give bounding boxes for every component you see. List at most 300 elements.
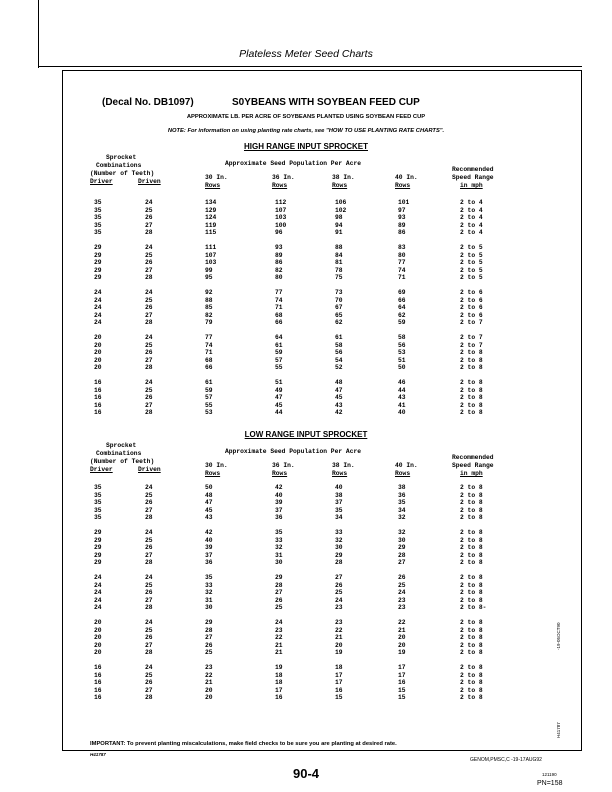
table-cell: 20	[205, 694, 213, 702]
table-cell: 20	[94, 356, 102, 364]
sprocket-header: Sprocket	[106, 154, 137, 161]
table-cell: 2 to 8	[460, 349, 483, 357]
low-range-title: LOW RANGE INPUT SPROCKET	[244, 430, 368, 439]
table-cell: 34	[398, 506, 406, 514]
table-row	[0, 642, 612, 650]
table-cell: 30	[275, 559, 283, 567]
table-cell: 71	[398, 274, 406, 282]
table-cell: 20	[335, 641, 343, 649]
table-cell: 37	[275, 506, 283, 514]
table-cell: 25	[398, 581, 406, 589]
table-cell: 2 to 8	[460, 589, 483, 597]
table-cell: 92	[205, 289, 213, 296]
table-row	[0, 619, 612, 627]
col-36-rows: Rows	[272, 182, 288, 189]
table-cell: 74	[205, 341, 213, 349]
table-cell: 66	[275, 319, 283, 327]
table-cell: 50	[398, 364, 406, 372]
table-cell: 28	[145, 514, 153, 522]
table-cell: 21	[275, 641, 283, 649]
table-cell: 2 to 8-	[460, 604, 487, 612]
table-cell: 24	[398, 589, 406, 597]
table-cell: 48	[335, 379, 343, 386]
table-cell: 2 to 8	[460, 514, 483, 522]
table-cell: 57	[275, 356, 283, 364]
table-cell: 91	[335, 229, 343, 237]
table-cell: 94	[335, 221, 343, 229]
table-cell: 21	[205, 679, 213, 687]
table-cell: 47	[275, 394, 283, 402]
table-cell: 2 to 6	[460, 289, 483, 296]
table-cell: 2 to 8	[460, 386, 483, 394]
table-cell: 35	[94, 484, 102, 491]
table-cell: 2 to 5	[460, 244, 483, 251]
figure-id: H41787	[90, 752, 106, 757]
table-cell: 38	[335, 491, 343, 499]
product-title: S0YBEANS WITH SOYBEAN FEED CUP	[232, 97, 420, 108]
table-cell: 2 to 5	[460, 259, 483, 267]
table-cell: 25	[145, 296, 153, 304]
table-cell: 2 to 4	[460, 214, 483, 222]
table-cell: 32	[398, 514, 406, 522]
table-cell: 20	[94, 626, 102, 634]
row-group	[0, 289, 612, 327]
table-cell: 28	[145, 649, 153, 657]
table-cell: 29	[205, 619, 213, 626]
table-cell: 61	[205, 379, 213, 386]
col-36-header: 36 In.	[272, 462, 295, 469]
table-cell: 42	[205, 529, 213, 536]
table-cell: 35	[94, 499, 102, 507]
table-row	[0, 304, 612, 312]
table-cell: 33	[275, 536, 283, 544]
table-cell: 28	[145, 694, 153, 702]
table-cell: 26	[145, 589, 153, 597]
table-cell: 86	[398, 229, 406, 237]
table-cell: 20	[205, 686, 213, 694]
table-cell: 22	[398, 619, 406, 626]
table-cell: 35	[335, 506, 343, 514]
table-cell: 25	[145, 251, 153, 259]
table-cell: 77	[398, 259, 406, 267]
table-row	[0, 582, 612, 590]
table-cell: 134	[205, 199, 217, 206]
table-cell: 2 to 8	[460, 409, 483, 417]
table-cell: 21	[275, 649, 283, 657]
table-cell: 61	[275, 341, 283, 349]
table-cell: 42	[335, 409, 343, 417]
table-cell: 27	[398, 559, 406, 567]
table-cell: 2 to 8	[460, 574, 483, 581]
table-row	[0, 537, 612, 545]
col-30-rows: Rows	[205, 182, 221, 189]
table-cell: 28	[145, 319, 153, 327]
table-cell: 97	[398, 206, 406, 214]
col-38-rows: Rows	[332, 182, 348, 189]
table-cell: 115	[205, 229, 217, 237]
table-cell: 19	[275, 664, 283, 671]
table-cell: 20	[398, 634, 406, 642]
table-cell: 27	[145, 686, 153, 694]
table-cell: 68	[205, 356, 213, 364]
table-cell: 24	[275, 619, 283, 626]
table-cell: 44	[398, 386, 406, 394]
table-cell: 27	[145, 641, 153, 649]
table-cell: 26	[145, 304, 153, 312]
table-cell: 85	[205, 304, 213, 312]
table-cell: 2 to 8	[460, 551, 483, 559]
table-row	[0, 274, 612, 282]
table-cell: 2 to 8	[460, 499, 483, 507]
table-cell: 20	[94, 641, 102, 649]
table-cell: 28	[398, 551, 406, 559]
approx-header: Approximate Seed Population Per Acre	[225, 448, 362, 455]
table-row	[0, 199, 612, 207]
table-cell: 17	[275, 686, 283, 694]
table-cell: 26	[145, 679, 153, 687]
table-cell: 49	[275, 386, 283, 394]
table-cell: 67	[335, 304, 343, 312]
table-cell: 21	[335, 634, 343, 642]
table-cell: 16	[94, 679, 102, 687]
table-cell: 23	[205, 664, 213, 671]
table-cell: 24	[145, 664, 153, 671]
row-group	[0, 619, 612, 657]
table-cell: 77	[275, 289, 283, 296]
table-cell: 24	[145, 529, 153, 536]
table-cell: 28	[145, 274, 153, 282]
table-cell: 25	[145, 341, 153, 349]
table-cell: 86	[275, 259, 283, 267]
table-cell: 50	[205, 484, 213, 491]
table-cell: 24	[94, 589, 102, 597]
table-cell: 47	[205, 499, 213, 507]
table-row	[0, 574, 612, 582]
table-cell: 39	[275, 499, 283, 507]
table-cell: 99	[205, 266, 213, 274]
table-cell: 29	[94, 559, 102, 567]
chart-subtitle: APPROXIMATE LB. PER ACRE OF SOYBEANS PLANTED USING SOYBEAN FEED CUP	[186, 114, 426, 120]
table-cell: 28	[145, 364, 153, 372]
table-cell: 100	[275, 221, 287, 229]
table-cell: 32	[398, 529, 406, 536]
table-cell: 16	[335, 686, 343, 694]
table-cell: 24	[145, 484, 153, 491]
table-row	[0, 492, 612, 500]
table-cell: 2 to 8	[460, 491, 483, 499]
table-cell: 53	[398, 349, 406, 357]
table-cell: 26	[335, 581, 343, 589]
table-cell: 89	[275, 251, 283, 259]
driven-header: Driven	[138, 178, 161, 185]
table-cell: 28	[145, 409, 153, 417]
table-cell: 27	[145, 221, 153, 229]
table-cell: 30	[398, 536, 406, 544]
table-cell: 43	[335, 401, 343, 409]
driven-header: Driven	[138, 466, 161, 473]
page-header: Plateless Meter Seed Charts	[239, 48, 373, 60]
table-cell: 112	[275, 199, 287, 206]
table-cell: 69	[398, 289, 406, 296]
col-30-rows: Rows	[205, 470, 221, 477]
table-cell: 33	[335, 529, 343, 536]
table-cell: 51	[275, 379, 283, 386]
combinations-header: Combinations	[96, 162, 142, 169]
table-cell: 29	[94, 536, 102, 544]
table-cell: 54	[335, 356, 343, 364]
table-cell: 20	[94, 341, 102, 349]
table-row	[0, 409, 612, 417]
table-cell: 124	[205, 214, 217, 222]
table-cell: 26	[398, 574, 406, 581]
table-cell: 27	[145, 356, 153, 364]
table-cell: 82	[275, 266, 283, 274]
table-cell: 25	[275, 604, 283, 612]
table-cell: 2 to 8	[460, 649, 483, 657]
table-cell: 19	[398, 649, 406, 657]
table-cell: 23	[398, 596, 406, 604]
table-cell: 25	[145, 581, 153, 589]
high-range-title: HIGH RANGE INPUT SPROCKET	[243, 142, 368, 151]
table-cell: 26	[145, 499, 153, 507]
table-cell: 2 to 8	[460, 671, 483, 679]
table-cell: 45	[275, 401, 283, 409]
table-cell: 64	[398, 304, 406, 312]
table-cell: 88	[335, 244, 343, 251]
table-cell: 32	[275, 544, 283, 552]
table-cell: 74	[398, 266, 406, 274]
table-cell: 31	[275, 551, 283, 559]
table-cell: 2 to 5	[460, 251, 483, 259]
table-cell: 32	[335, 536, 343, 544]
table-cell: 98	[335, 214, 343, 222]
table-cell: 101	[398, 199, 410, 206]
table-cell: 107	[275, 206, 287, 214]
table-row	[0, 342, 612, 350]
table-cell: 24	[94, 596, 102, 604]
table-cell: 2 to 8	[460, 484, 483, 491]
table-cell: 35	[94, 221, 102, 229]
table-cell: 58	[398, 334, 406, 341]
table-cell: 16	[94, 401, 102, 409]
table-cell: 24	[94, 311, 102, 319]
table-cell: 55	[275, 364, 283, 372]
speed-range-header: Speed Range	[452, 174, 494, 181]
table-cell: 28	[205, 626, 213, 634]
row-group	[0, 529, 612, 567]
table-cell: 2 to 7	[460, 341, 483, 349]
table-cell: 23	[398, 604, 406, 612]
table-cell: 16	[94, 664, 102, 671]
combinations-header: Combinations	[96, 450, 142, 457]
table-cell: 18	[275, 671, 283, 679]
table-cell: 26	[145, 394, 153, 402]
table-cell: 103	[275, 214, 287, 222]
table-cell: 2 to 8	[460, 401, 483, 409]
table-cell: 36	[398, 491, 406, 499]
table-cell: 40	[275, 491, 283, 499]
table-cell: 26	[205, 641, 213, 649]
table-cell: 24	[145, 379, 153, 386]
table-cell: 2 to 8	[460, 686, 483, 694]
table-row	[0, 394, 612, 402]
table-cell: 28	[145, 604, 153, 612]
speed-range-header: Speed Range	[452, 462, 494, 469]
table-row	[0, 627, 612, 635]
table-row	[0, 357, 612, 365]
table-cell: 24	[145, 334, 153, 341]
table-cell: 2 to 8	[460, 694, 483, 702]
table-cell: 77	[205, 334, 213, 341]
table-row	[0, 687, 612, 695]
table-cell: 93	[275, 244, 283, 251]
table-cell: 25	[145, 491, 153, 499]
table-cell: 62	[335, 319, 343, 327]
table-cell: 2 to 5	[460, 266, 483, 274]
table-row	[0, 604, 612, 612]
table-cell: 83	[398, 244, 406, 251]
table-cell: 27	[275, 589, 283, 597]
table-cell: 31	[205, 596, 213, 604]
table-cell: 2 to 8	[460, 364, 483, 372]
table-cell: 16	[94, 386, 102, 394]
table-cell: 15	[398, 694, 406, 702]
table-row	[0, 297, 612, 305]
table-row	[0, 559, 612, 567]
row-group	[0, 664, 612, 702]
table-cell: 24	[145, 619, 153, 626]
table-cell: 30	[335, 544, 343, 552]
table-cell: 2 to 8	[460, 679, 483, 687]
table-cell: 27	[335, 574, 343, 581]
row-group	[0, 484, 612, 522]
table-cell: 80	[275, 274, 283, 282]
table-row	[0, 514, 612, 522]
table-cell: 20	[94, 349, 102, 357]
table-cell: 26	[145, 634, 153, 642]
table-cell: 2 to 8	[460, 641, 483, 649]
table-cell: 53	[205, 409, 213, 417]
table-cell: 28	[145, 559, 153, 567]
table-cell: 24	[94, 304, 102, 312]
table-cell: 2 to 8	[460, 581, 483, 589]
table-cell: 29	[94, 544, 102, 552]
table-cell: 81	[335, 259, 343, 267]
table-cell: 47	[335, 386, 343, 394]
table-cell: 19	[335, 649, 343, 657]
table-cell: 35	[94, 514, 102, 522]
table-cell: 42	[275, 484, 283, 491]
table-cell: 17	[335, 679, 343, 687]
table-row	[0, 402, 612, 410]
table-cell: 43	[398, 394, 406, 402]
table-cell: 27	[205, 634, 213, 642]
table-cell: 24	[94, 604, 102, 612]
table-cell: 103	[205, 259, 217, 267]
table-cell: 32	[205, 589, 213, 597]
table-cell: 24	[94, 296, 102, 304]
table-cell: 24	[94, 319, 102, 327]
table-cell: 84	[335, 251, 343, 259]
table-cell: 25	[145, 206, 153, 214]
recommended-header: Recommended	[452, 166, 494, 173]
table-cell: 29	[94, 274, 102, 282]
table-cell: 51	[398, 356, 406, 364]
col-40-rows: Rows	[395, 470, 411, 477]
table-cell: 62	[398, 311, 406, 319]
table-cell: 66	[205, 364, 213, 372]
table-cell: 52	[335, 364, 343, 372]
table-cell: 16	[275, 694, 283, 702]
table-row	[0, 529, 612, 537]
table-cell: 129	[205, 206, 217, 214]
table-cell: 20	[94, 649, 102, 657]
table-cell: 75	[335, 274, 343, 282]
col-36-header: 36 In.	[272, 174, 295, 181]
table-row	[0, 364, 612, 372]
table-cell: 102	[335, 206, 347, 214]
driver-header: Driver	[90, 466, 113, 473]
table-cell: 40	[398, 409, 406, 417]
row-group	[0, 199, 612, 237]
side-code-figure: H41787	[556, 722, 561, 738]
table-row	[0, 312, 612, 320]
table-row	[0, 597, 612, 605]
table-cell: 2 to 4	[460, 221, 483, 229]
table-row	[0, 507, 612, 515]
table-cell: 66	[398, 296, 406, 304]
table-cell: 16	[94, 686, 102, 694]
table-cell: 26	[145, 544, 153, 552]
table-cell: 24	[94, 574, 102, 581]
table-cell: 2 to 8	[460, 634, 483, 642]
table-row	[0, 544, 612, 552]
table-cell: 16	[94, 379, 102, 386]
table-row	[0, 484, 612, 492]
table-row	[0, 672, 612, 680]
table-cell: 70	[335, 296, 343, 304]
col-38-rows: Rows	[332, 470, 348, 477]
page-number: 90-4	[292, 766, 320, 781]
table-cell: 28	[335, 559, 343, 567]
table-cell: 29	[275, 574, 283, 581]
table-cell: 2 to 5	[460, 274, 483, 282]
table-cell: 35	[205, 574, 213, 581]
row-group	[0, 574, 612, 612]
table-cell: 68	[275, 311, 283, 319]
table-row	[0, 499, 612, 507]
teeth-header: (Number of Teeth)	[90, 170, 155, 177]
table-cell: 35	[94, 491, 102, 499]
table-cell: 45	[335, 394, 343, 402]
table-cell: 17	[398, 671, 406, 679]
side-code: -19-05OCT90	[556, 622, 561, 650]
table-cell: 16	[94, 694, 102, 702]
table-row	[0, 552, 612, 560]
table-cell: 29	[398, 544, 406, 552]
table-cell: 29	[94, 244, 102, 251]
row-group	[0, 244, 612, 282]
table-cell: 20	[94, 619, 102, 626]
table-cell: 93	[398, 214, 406, 222]
table-cell: 27	[145, 506, 153, 514]
table-row	[0, 664, 612, 672]
table-cell: 27	[145, 311, 153, 319]
col-40-rows: Rows	[395, 182, 411, 189]
table-cell: 35	[398, 499, 406, 507]
mph-header: in mph	[460, 470, 483, 477]
table-row	[0, 289, 612, 297]
